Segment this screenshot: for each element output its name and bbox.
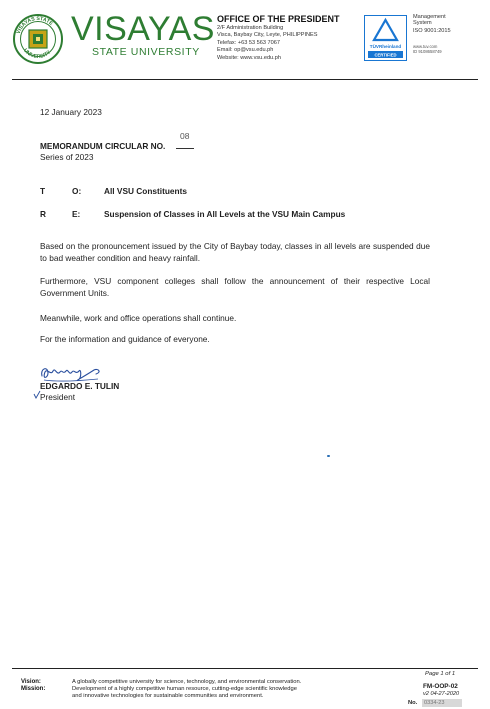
memo-number: 08: [180, 131, 190, 141]
office-block: [217, 14, 357, 62]
university-subtitle: STATE UNIVERSITY: [92, 46, 200, 58]
ink-mark: [327, 455, 330, 457]
svg-text:UNIVERSITY: UNIVERSITY: [21, 47, 53, 61]
footer-divider: [12, 668, 478, 669]
tuv-certified-text: CERTIFIED: [374, 52, 397, 58]
form-code: FM-OOP-02: [423, 683, 458, 690]
mgmt-line: System: [413, 20, 432, 27]
office-website: Website: www.vsu.edu.ph: [217, 54, 281, 61]
signer-title: President: [40, 392, 76, 402]
re-label-b: E:: [72, 209, 81, 219]
signer-name: EDGARDO E. TULIN: [40, 381, 120, 391]
university-name: VISAYAS: [71, 10, 215, 48]
svg-text:VISAYAS STATE: VISAYAS STATE: [15, 15, 54, 35]
body-paragraph: Meanwhile, work and office operations shall continue.: [40, 313, 237, 323]
page-number: Page 1 of 1: [425, 671, 456, 677]
mission-text: and innovative technologies for sustainable communities and environment.: [72, 693, 264, 699]
to-label-b: O:: [72, 186, 82, 196]
check-mark-icon: [33, 390, 41, 399]
mission-label: Mission:: [21, 686, 46, 692]
mission-text: Development of a highly competitive human resource, cutting-edge scientific knowledge: [72, 686, 297, 692]
university-seal-logo: [13, 14, 63, 64]
office-title: OFFICE OF THE PRESIDENT: [217, 14, 340, 24]
vision-label: Vision:: [21, 679, 41, 685]
memo-date: 12 January 2023: [40, 107, 102, 117]
office-email: Email: op@vsu.edu.ph: [217, 47, 274, 54]
re-subject: Suspension of Classes in All Levels at the VSU Main Campus: [104, 209, 346, 219]
body-paragraph: Based on the pronouncement issued by the City of Baybay today, classes in all levels are suspended due to bad weather condition and heavy rainfall.: [40, 241, 430, 263]
mgmt-line: Management: [413, 14, 446, 20]
vision-text: A globally competitive university for science, technology, and environmental conservation.: [72, 679, 302, 685]
memo-number-underline: [176, 148, 194, 149]
office-address-line: 2/F Administration Building: [217, 25, 284, 31]
to-recipients: All VSU Constituents: [104, 186, 187, 196]
office-address-line: Visca, Baybay City, Leyte, PHILIPPINES: [217, 32, 318, 39]
body-paragraph: For the information and guidance of everyone.: [40, 334, 210, 344]
document-number: 0334-23: [424, 700, 445, 706]
memo-series: Series of 2023: [40, 152, 94, 162]
document-number-label: No.: [408, 700, 418, 706]
letterhead-divider: [12, 79, 478, 80]
cert-website: www.tuv.com: [413, 43, 438, 49]
iso-standard: ISO 9001:2015: [413, 27, 451, 34]
to-label-a: T: [40, 186, 46, 196]
re-label-a: R: [40, 209, 46, 219]
memo-title: MEMORANDUM CIRCULAR NO.: [40, 141, 166, 151]
tuv-brand-text: TÜVRheinland: [369, 44, 402, 49]
management-system-block: [413, 14, 485, 54]
body-paragraph: Furthermore, VSU component colleges shall follow the announcement of their respective Local Government Units.: [40, 276, 430, 298]
tuv-certification-logo: [364, 15, 407, 61]
form-version: v2 04-27-2020: [423, 691, 460, 697]
office-phone: Telefax: +63 53 563 7067: [217, 39, 280, 46]
cert-id: ID 9108658749: [413, 48, 442, 54]
